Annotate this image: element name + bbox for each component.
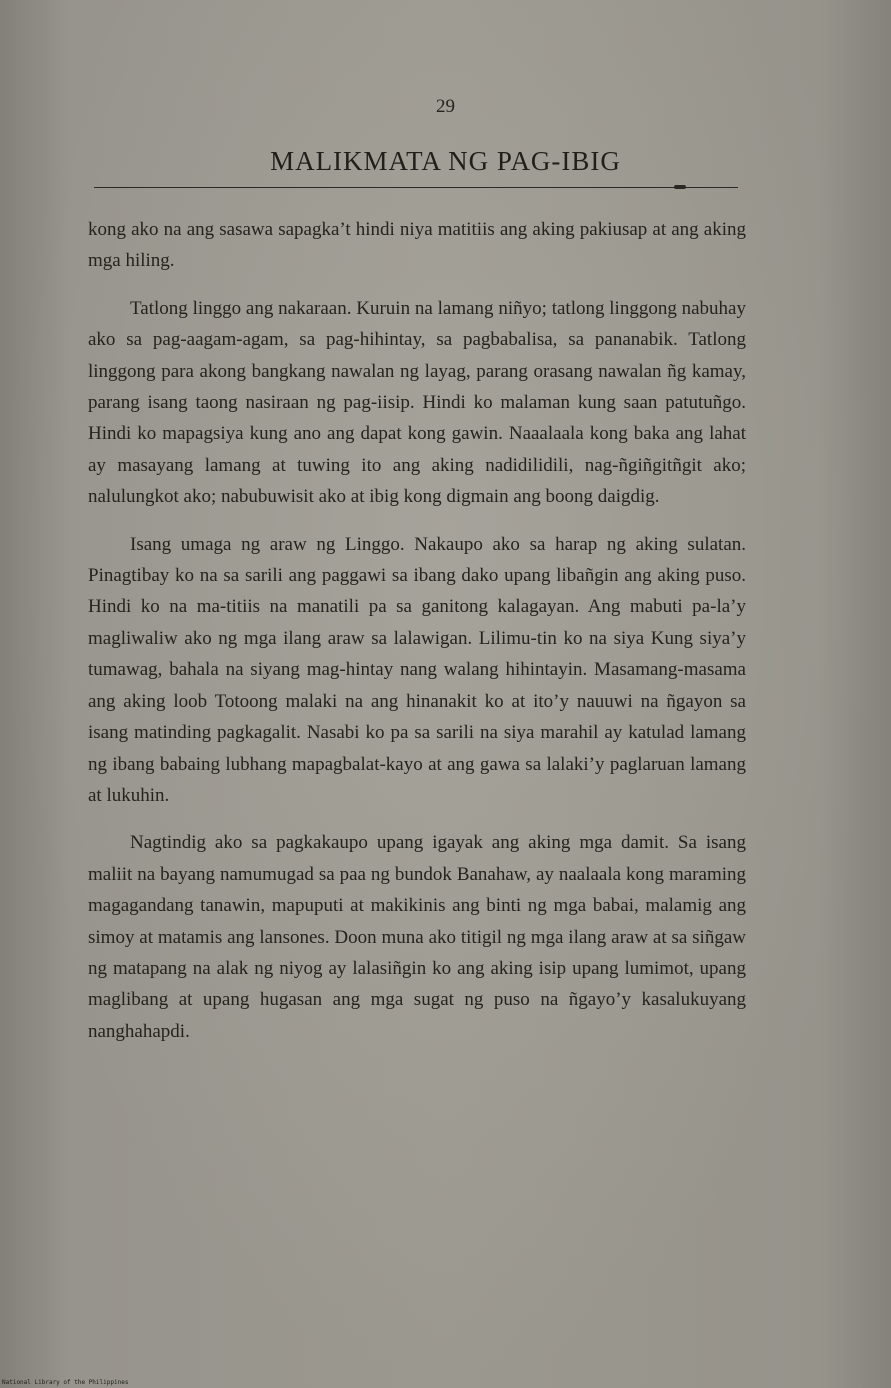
running-title: MALIKMATA NG PAG-IBIG [270, 146, 621, 176]
body-text [88, 214, 746, 1047]
footer-credit: National Library of the Philippines [2, 1379, 129, 1386]
title-rule-ornament [674, 185, 686, 189]
title-rule [94, 187, 738, 188]
paragraph-4: Nagtindig ako sa pagkakaupo upang igayak ang aking mga damit. Sa isang maliit na bayang namumugad sa paa ng bundok Banahaw, ay naalaala kong maraming magagandang tanawin, mapuputi at makikinis ang binti ng mga babai, malamig ang simoy at matamis ang lansones. Doon muna ako titigil ng mga ilang araw at sa siñgaw ng matapang na alak ng niyog ay lalasiñgin ko ang aking isip upang lumimot, upang maglibang at upang hugasan ang mga sugat ng puso na ñgayo’y kasalukuyang nanghahapdi. [88, 832, 746, 1042]
paragraph-2: Tatlong linggo ang nakaraan. Kuruin na lamang niñyo; tatlong linggong nabuhay ako sa pag-aagam-agam, sa pag-hihintay, sa pagbabalisa, sa pananabik. Tatlong linggong para akong bangkang nawalan ng layag, parang orasang nawalan ñg kamay, parang isang taong nasiraan ng pag-iisip. Hindi ko malaman kung saan patutuñgo. Hindi ko mapagsiya kung ano ang dapat kong gawin. Naaalaala kong baka ang lahat ay masayang lamang at tuwing ito ang aking nadidilidili, nag-ñgiñgitñgit ako; nalulungkot ako; nabubuwisit ako at ibig kong digmain ang boong daigdig. [88, 297, 746, 508]
paragraph-3: Isang umaga ng araw ng Linggo. Nakaupo ako sa harap ng aking sulatan. Pinagtibay ko na sa sarili ang paggawi sa ibang dako upang libañgin ang aking puso. Hindi ko na ma-titiis na manatili pa sa ganitong kalagayan. Ang mabuti pa-la’y magliwaliw ako ng mga ilang araw sa lalawigan. Lilimu-tin ko na siya Kung siya’y tumawag, bahala na siyang mag-hintay nang walang hihintayin. Masamang-masama ang aking loob Totoong malaki na ang hinanakit ko at ito’y nauuwi na ñgayon sa isang matinding pagkagalit. Nasabi ko pa sa sarili na siya marahil ay katulad lamang ng ibang babaing lubhang mapagbalat-kayo at ang gawa sa lalaki’y paglaruan lamang at lukuhin. [88, 533, 746, 806]
page-number: 29 [436, 96, 455, 117]
paragraph-1: kong ako na ang sasawa sapagka’t hindi niya matitiis ang aking pakiusap at ang aking mga hiling. [88, 219, 746, 272]
